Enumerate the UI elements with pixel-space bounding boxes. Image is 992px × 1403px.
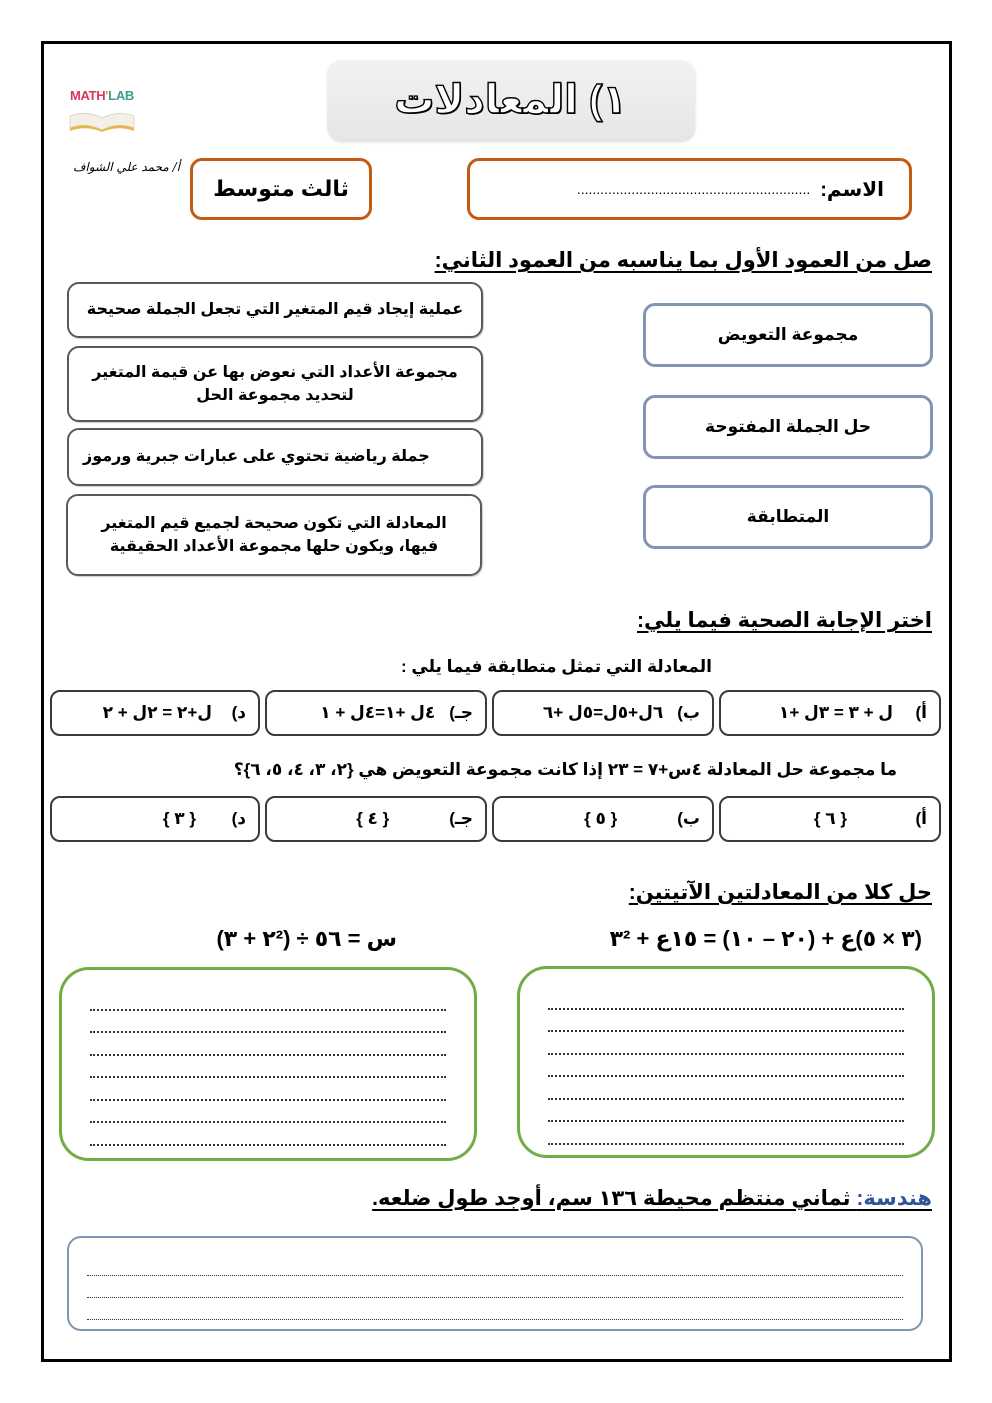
choice-value: { ٥ } bbox=[584, 809, 618, 828]
choice-value: { ٤ } bbox=[356, 809, 390, 828]
page-title: ١) المعادلات bbox=[394, 78, 627, 122]
question-1: المعادلة التي تمثل متطابقة فيما يلي : bbox=[401, 657, 712, 676]
term-item-2[interactable] bbox=[643, 395, 933, 459]
question-2: ما مجموعة حل المعادلة ٤س+٧ = ٢٣ إذا كانت مجموعة التعويض هي {٢، ٣، ٤، ٥، ٦}؟ bbox=[233, 760, 897, 779]
term-text: حل الجملة المفتوحة bbox=[705, 417, 871, 436]
open-book-icon bbox=[68, 110, 136, 132]
answer-line[interactable] bbox=[90, 1101, 446, 1124]
choice-value: ل + ٣ = ٣ل +١ bbox=[778, 703, 893, 722]
name-input-line[interactable]: ............................................................ bbox=[576, 181, 811, 197]
choice-letter: ب) bbox=[677, 809, 700, 828]
teacher-name: أ/ محمد علي الشواف bbox=[72, 160, 180, 174]
answer-box-equation-1[interactable] bbox=[517, 966, 935, 1158]
definition-item-2[interactable] bbox=[67, 346, 483, 422]
logo-text: MATH'LAB bbox=[69, 88, 134, 103]
geometry-question bbox=[312, 1186, 932, 1211]
answer-line[interactable] bbox=[548, 1077, 904, 1100]
geometry-question-text: ثماني منتظم محيطة ١٣٦ سم، أوجد طول ضلعه. bbox=[372, 1187, 851, 1210]
term-item-3[interactable] bbox=[643, 485, 933, 549]
answer-line[interactable] bbox=[87, 1276, 903, 1298]
choice-value: ٦ل+٥ل=٥ل +٦ bbox=[542, 703, 664, 722]
term-item-1[interactable] bbox=[643, 303, 933, 367]
definition-text: عملية إيجاد قيم المتغير التي تجعل الجملة صحيحة bbox=[86, 301, 464, 319]
answer-line[interactable] bbox=[87, 1254, 903, 1276]
definition-item-4[interactable] bbox=[66, 494, 482, 576]
solve-heading: حل كلا من المعادلتين الآتيتين: bbox=[628, 881, 932, 904]
q2-choice-a[interactable] bbox=[719, 796, 941, 842]
equation-2: س = ٥٦ ÷ (٢² + ٣) bbox=[216, 926, 397, 951]
matching-heading: صل من العمود الأول بما يناسبه من العمود الثاني: bbox=[434, 249, 932, 272]
term-text: المتطابقة bbox=[746, 507, 830, 526]
name-field[interactable] bbox=[467, 158, 912, 220]
math-lab-logo bbox=[68, 60, 136, 132]
answer-line[interactable] bbox=[548, 1010, 904, 1033]
answer-line[interactable] bbox=[90, 1056, 446, 1079]
answer-line[interactable] bbox=[548, 1055, 904, 1078]
term-text: مجموعة التعويض bbox=[717, 325, 859, 344]
answer-line[interactable] bbox=[90, 1123, 446, 1146]
definition-text: جملة رياضية تحتوي على عبارات جبرية ورموز bbox=[83, 448, 430, 466]
answer-line[interactable] bbox=[548, 987, 904, 1010]
definition-item-1[interactable] bbox=[67, 282, 483, 338]
q2-choice-c[interactable] bbox=[265, 796, 487, 842]
answer-line[interactable] bbox=[548, 1122, 904, 1145]
choice-value: ل+٢ = ٢ل + ٢ bbox=[102, 703, 212, 722]
grade-box bbox=[190, 158, 372, 220]
definition-item-3[interactable] bbox=[67, 428, 483, 486]
geometry-label: هندسة: bbox=[856, 1187, 932, 1210]
choice-value: ٤ل +١=٤ل + ١ bbox=[320, 703, 436, 722]
q1-choice-c[interactable] bbox=[265, 690, 487, 736]
grade-label: ثالث متوسط bbox=[213, 176, 349, 201]
choice-letter: أ) bbox=[915, 809, 927, 828]
choice-letter: أ) bbox=[915, 703, 927, 722]
name-label: الاسم: bbox=[820, 178, 884, 201]
choice-letter: د) bbox=[231, 809, 246, 828]
choice-value: { ٣ } bbox=[162, 809, 196, 828]
q1-choice-d[interactable] bbox=[50, 690, 260, 736]
choice-letter: د) bbox=[231, 703, 246, 722]
choice-letter: جـ) bbox=[449, 809, 473, 828]
answer-line[interactable] bbox=[90, 1033, 446, 1056]
answer-box-geometry[interactable] bbox=[67, 1236, 923, 1331]
answer-line[interactable] bbox=[90, 988, 446, 1011]
choice-letter: جـ) bbox=[449, 703, 473, 722]
answer-line[interactable] bbox=[90, 1011, 446, 1034]
q2-choice-d[interactable] bbox=[50, 796, 260, 842]
q1-choice-b[interactable] bbox=[492, 690, 714, 736]
q1-choice-a[interactable] bbox=[719, 690, 941, 736]
q2-choice-b[interactable] bbox=[492, 796, 714, 842]
title-banner bbox=[327, 60, 694, 140]
definition-text: المعادلة التي تكون صحيحة لجميع قيم المتغير فيها، ويكون حلها مجموعة الأعداد الحقيقية bbox=[101, 514, 447, 555]
choice-letter: ب) bbox=[677, 703, 700, 722]
answer-line[interactable] bbox=[90, 1078, 446, 1101]
answer-box-equation-2[interactable] bbox=[59, 967, 477, 1161]
answer-line[interactable] bbox=[87, 1298, 903, 1320]
definition-text: مجموعة الأعداد التي نعوض بها عن قيمة المتغير لتحديد مجموعة الحل bbox=[92, 363, 458, 404]
multiple-choice-heading: اختر الإجابة الصحية فيما يلي: bbox=[637, 609, 932, 632]
answer-line[interactable] bbox=[548, 1100, 904, 1123]
choice-value: { ٦ } bbox=[813, 809, 847, 828]
answer-line[interactable] bbox=[548, 1032, 904, 1055]
equation-1: (٣ × ٥)ع + (٢٠ – ١٠) = ١٥ع + ٣² bbox=[609, 926, 922, 951]
